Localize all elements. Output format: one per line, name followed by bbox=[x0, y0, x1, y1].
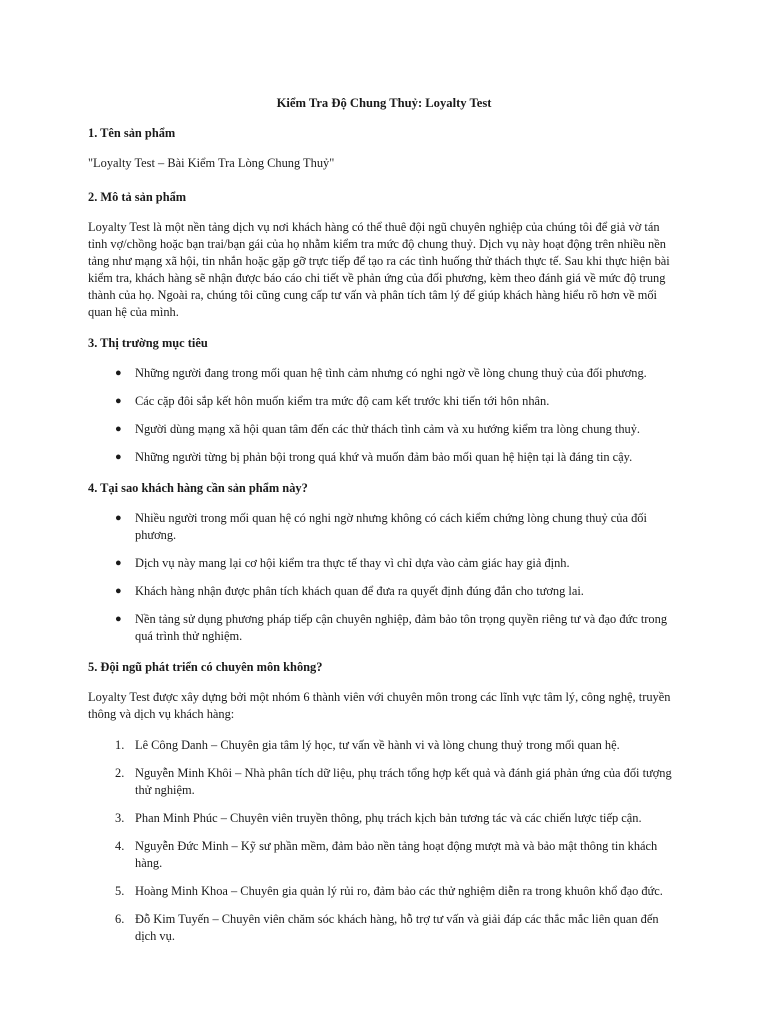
list-item bbox=[88, 510, 680, 544]
list-item bbox=[88, 583, 680, 600]
bullet-icon: ● bbox=[115, 395, 122, 407]
list-item bbox=[88, 737, 680, 754]
bullet-icon: ● bbox=[115, 423, 122, 435]
list-item-text: Nguyễn Minh Khôi – Nhà phân tích dữ liệu, phụ trách tổng hợp kết quả và đánh giá phản ứng của đối tượng thử nghiệm. bbox=[135, 766, 672, 797]
list-item-text: Lê Công Danh – Chuyên gia tâm lý học, tư vấn về hành vi và lòng chung thuỷ trong mối quan hệ. bbox=[135, 738, 620, 752]
list-number: 5. bbox=[115, 884, 125, 898]
section-heading-why-needed: 4. Tại sao khách hàng cần sản phẩm này? bbox=[88, 481, 308, 495]
list-item-text: Người dùng mạng xã hội quan tâm đến các thử thách tình cảm và xu hướng kiểm tra lòng chung thuỷ. bbox=[135, 422, 641, 436]
list-item bbox=[88, 911, 680, 945]
list-number: 6. bbox=[115, 912, 125, 926]
list-item bbox=[88, 611, 680, 645]
list-item-text: Phan Minh Phúc – Chuyên viên truyền thông, phụ trách kịch bản tương tác và các chiến lược tiếp cận. bbox=[135, 811, 642, 825]
product-description-paragraph: Loyalty Test là một nền tảng dịch vụ nơi khách hàng có thể thuê đội ngũ chuyên nghiệp của chúng tôi để giả vờ tán tỉnh vợ/chồng hoặc bạn trai/bạn gái của họ nhằm kiểm tra mức độ chung thuỷ. Dịch vụ này hoạt động trên nhiều nền tảng như mạng xã hội, tin nhắn hoặc gặp gỡ trực tiếp để tạo ra các tình huống thử thách thực tế. Sau khi thực hiện bài kiểm tra, khách hàng sẽ nhận được báo cáo chi tiết về phản ứng của đối phương, kèm theo đánh giá về mức độ trung thành của họ. Ngoài ra, chúng tôi cũng cung cấp tư vấn và phân tích tâm lý để giúp khách hàng hiểu rõ hơn về mối quan hệ của mình. bbox=[88, 220, 670, 319]
bullet-icon: ● bbox=[115, 512, 122, 524]
document-title: Kiểm Tra Độ Chung Thuỷ: Loyalty Test bbox=[276, 96, 492, 110]
section-heading-product-description: 2. Mô tả sản phẩm bbox=[88, 190, 187, 204]
list-item bbox=[88, 765, 680, 799]
list-number: 4. bbox=[115, 839, 125, 853]
list-number: 3. bbox=[115, 811, 125, 825]
list-item bbox=[88, 421, 680, 438]
list-item-text: Nền tảng sử dụng phương pháp tiếp cận chuyên nghiệp, đảm bảo tôn trọng quyền riêng tư và đạo đức trong quá trình thử nghiệm. bbox=[135, 612, 668, 643]
list-item bbox=[88, 555, 680, 572]
section-heading-team: 5. Đội ngũ phát triển có chuyên môn không? bbox=[88, 660, 323, 674]
list-number: 2. bbox=[115, 766, 125, 780]
list-item-text: Các cặp đôi sắp kết hôn muốn kiểm tra mức độ cam kết trước khi tiến tới hôn nhân. bbox=[135, 394, 550, 408]
list-item-text: Nguyễn Đức Minh – Kỹ sư phần mềm, đảm bảo nền tảng hoạt động mượt mà và bảo mật thông tin khách hàng. bbox=[135, 839, 658, 870]
list-item-text: Những người từng bị phản bội trong quá khứ và muốn đảm bảo mối quan hệ hiện tại là đáng tin cậy. bbox=[135, 450, 633, 464]
team-member-list bbox=[88, 737, 680, 945]
list-item-text: Nhiều người trong mối quan hệ có nghi ngờ nhưng không có cách kiểm chứng lòng chung thuỷ của đối phương. bbox=[135, 511, 647, 542]
bullet-icon: ● bbox=[115, 451, 122, 463]
list-item-text: Đỗ Kim Tuyến – Chuyên viên chăm sóc khách hàng, hỗ trợ tư vấn và giải đáp các thắc mắc liên quan đến dịch vụ. bbox=[135, 912, 659, 943]
bullet-icon: ● bbox=[115, 367, 122, 379]
target-market-list bbox=[88, 365, 680, 466]
list-item-text: Dịch vụ này mang lại cơ hội kiểm tra thực tế thay vì chỉ dựa vào cảm giác hay giả định. bbox=[135, 556, 570, 570]
list-item bbox=[88, 883, 680, 900]
list-item bbox=[88, 810, 680, 827]
section-heading-product-name: 1. Tên sản phẩm bbox=[88, 126, 176, 140]
bullet-icon: ● bbox=[115, 557, 122, 569]
section-heading-target-market: 3. Thị trường mục tiêu bbox=[88, 336, 208, 350]
bullet-icon: ● bbox=[115, 585, 122, 597]
product-name-text: "Loyalty Test – Bài Kiểm Tra Lòng Chung Thuỷ" bbox=[88, 156, 335, 170]
bullet-icon: ● bbox=[115, 613, 122, 625]
list-item-text: Hoàng Minh Khoa – Chuyên gia quản lý rủi ro, đảm bảo các thử nghiệm diễn ra trong khuôn khổ đạo đức. bbox=[135, 884, 663, 898]
list-item-text: Khách hàng nhận được phân tích khách quan để đưa ra quyết định đúng đắn cho tương lai. bbox=[135, 584, 584, 598]
team-intro-paragraph: Loyalty Test được xây dựng bởi một nhóm 6 thành viên với chuyên môn trong các lĩnh vực tâm lý, công nghệ, truyền thông và dịch vụ khách hàng: bbox=[88, 690, 671, 721]
list-item-text: Những người đang trong mối quan hệ tình cảm nhưng có nghi ngờ về lòng chung thuỷ của đối phương. bbox=[135, 366, 647, 380]
list-item bbox=[88, 365, 680, 382]
why-needed-list bbox=[88, 510, 680, 645]
list-item bbox=[88, 449, 680, 466]
list-number: 1. bbox=[115, 738, 125, 752]
list-item bbox=[88, 838, 680, 872]
list-item bbox=[88, 393, 680, 410]
